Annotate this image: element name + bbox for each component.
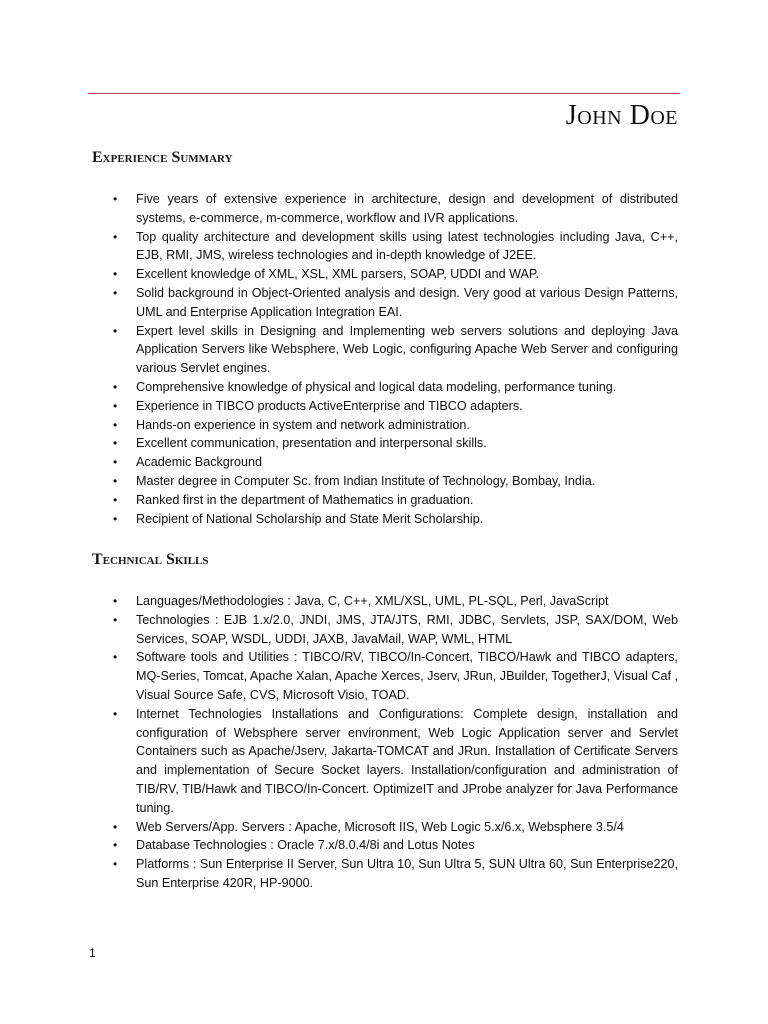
- list-item: • Excellent knowledge of XML, XSL, XML parsers, SOAP, UDDI and WAP.: [110, 265, 678, 284]
- list-item: • Academic Background: [110, 453, 678, 472]
- experience-summary-heading: Experience Summary: [92, 149, 233, 166]
- bullet-icon: •: [113, 594, 118, 608]
- list-item: • Solid background in Object-Oriented analysis and design. Very good at various Design Patterns, UML and Enterprise Application Integration EAI.: [113, 285, 678, 319]
- list-item: • Expert level skills in Designing and Implementing web servers solutions and deploying Java Application Servers like Websphere, Web Logic, configuring Apache Web Server and configuring various Servlet engines.: [113, 323, 678, 376]
- page-number: 1: [89, 946, 96, 960]
- list-item: • Hands-on experience in system and network administration.: [110, 416, 678, 435]
- list-item: • Excellent communication, presentation and interpersonal skills.: [110, 434, 678, 453]
- list-item: • Internet Technologies Installations and Configurations: Complete design, installation and configuration of Websphere server environment, Web Logic Application server and Servlet Containers such as Apache/Jserv, Jakarta-TOMCAT and JRun. Installation of Certificate Servers and implementation of Secure Socket layers. Installation/configuration and administration of TIB/RV, TIB/Hawk and TIBCO/In-Concert. OptimizeIT and JProbe analyzer for Java Performance tuning.: [113, 706, 678, 815]
- list-item: • Languages/Methodologies : Java, C, C++, XML/XSL, UML, PL-SQL, Perl, JavaScript: [110, 592, 678, 611]
- list-item: • Web Servers/App. Servers : Apache, Microsoft IIS, Web Logic 5.x/6.x, Websphere 3.5/4: [110, 818, 678, 837]
- list-item: • Top quality architecture and development skills using latest technologies including Java, C++, EJB, RMI, JMS, wireless technologies and in-depth knowledge of J2EE.: [113, 229, 678, 263]
- list-item: • Recipient of National Scholarship and State Merit Scholarship.: [110, 510, 678, 529]
- bullet-icon: •: [113, 819, 118, 834]
- bullet-icon: •: [113, 492, 118, 507]
- bullet-icon: •: [113, 706, 118, 721]
- bullet-icon: •: [113, 436, 118, 451]
- header-divider: [88, 93, 680, 94]
- bullet-icon: •: [113, 650, 118, 665]
- bullet-icon: •: [113, 857, 118, 872]
- technical-skills-heading: Technical Skills: [92, 551, 209, 568]
- bullet-icon: •: [113, 229, 118, 244]
- list-item: • Master degree in Computer Sc. from Indian Institute of Technology, Bombay, India.: [110, 472, 678, 491]
- bullet-icon: •: [113, 612, 118, 627]
- list-item: • Comprehensive knowledge of physical and logical data modeling, performance tuning.: [110, 378, 678, 397]
- bullet-icon: •: [113, 417, 118, 432]
- bullet-icon: •: [113, 473, 118, 488]
- list-item: • Technologies : EJB 1.x/2.0, JNDI, JMS, JTA/JTS, RMI, JDBC, Servlets, JSP, SAX/DOM, Web Services, SOAP, WSDL, UDDI, JAXB, JavaMail, WAP, WML, HTML: [113, 612, 678, 646]
- experience-summary-list: [110, 190, 678, 528]
- bullet-icon: •: [113, 511, 118, 526]
- list-item: • Ranked first in the department of Mathematics in graduation.: [110, 491, 678, 510]
- technical-skills-list: [110, 592, 678, 893]
- bullet-icon: •: [113, 192, 118, 206]
- list-item: • Software tools and Utilities : TIBCO/RV, TIBCO/In-Concert, TIBCO/Hawk and TIBCO adapters, MQ-Series, Tomcat, Apache Xalan, Apache Xerces, Jserv, JRun, JBuilder, TogetherJ, Visual Caf , Visual Source Safe, CVS, Microsoft Visio, TOAD.: [113, 650, 678, 702]
- bullet-icon: •: [113, 285, 118, 300]
- bullet-icon: •: [113, 379, 118, 394]
- list-item: • Database Technologies : Oracle 7.x/8.0.4/8i and Lotus Notes: [110, 836, 678, 855]
- bullet-icon: •: [113, 838, 118, 853]
- list-item: • Five years of extensive experience in architecture, design and development of distributed systems, e-commerce, m-commerce, workflow and IVR applications.: [113, 192, 678, 225]
- list-item: • Platforms : Sun Enterprise II Server, Sun Ultra 10, Sun Ultra 5, SUN Ultra 60, Sun Enterprise220, Sun Enterprise 420R, HP-9000.: [113, 857, 678, 890]
- candidate-name: John Doe: [565, 100, 678, 131]
- bullet-icon: •: [113, 455, 118, 470]
- bullet-icon: •: [113, 267, 118, 282]
- bullet-icon: •: [113, 323, 118, 338]
- bullet-icon: •: [113, 398, 118, 413]
- list-item: • Experience in TIBCO products ActiveEnterprise and TIBCO adapters.: [110, 397, 678, 416]
